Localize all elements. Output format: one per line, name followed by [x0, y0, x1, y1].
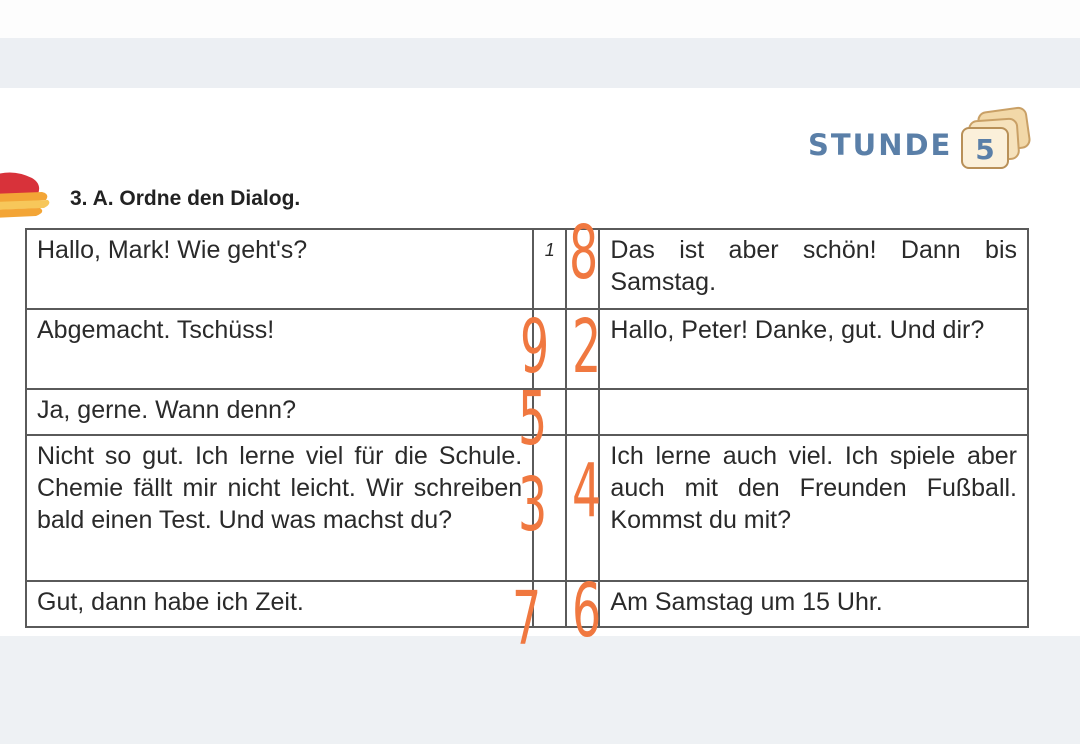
table-row [26, 229, 1028, 309]
handwritten-answer: 5 [518, 376, 548, 462]
handwritten-answer: 9 [520, 304, 550, 390]
top-strip [0, 0, 1080, 38]
dialog-line-right: Ich lerne auch viel. Ich spiele aber auch mit den Freunden Fußball. Kommst du mit? [599, 435, 1028, 581]
section-badge-icon [958, 104, 1034, 174]
section-label: STUNDE [808, 128, 953, 162]
top-band [0, 38, 1080, 88]
handwritten-answer: 8 [569, 210, 599, 296]
dialog-line-left: Abgemacht. Tschüss! [26, 309, 533, 389]
dialog-line-right [599, 389, 1028, 435]
handwritten-answer: 3 [518, 462, 548, 548]
exercise-marker-icon [0, 170, 54, 224]
dialog-line-left: Gut, dann habe ich Zeit. [26, 581, 533, 627]
handwritten-answer: 6 [572, 568, 602, 654]
dialog-line-right: Hallo, Peter! Danke, gut. Und dir? [599, 309, 1028, 389]
section-number: 5 [975, 133, 995, 166]
dialog-line-right: Am Samstag um 15 Uhr. [599, 581, 1028, 627]
order-number-cell: 1 [533, 229, 566, 309]
dialog-line-right: Das ist aber schön! Dann bis Samstag. [599, 229, 1028, 309]
handwritten-answer: 4 [572, 448, 602, 534]
handwritten-answer: 2 [572, 304, 602, 390]
dialog-line-left: Hallo, Mark! Wie geht's? [26, 229, 533, 309]
dialog-line-left: Nicht so gut. Ich lerne viel für die Schule. Chemie fällt mir nicht leicht. Wir schreiben bald einen Test. Und was machst du? [26, 435, 533, 581]
handwritten-answer: 7 [512, 576, 542, 662]
order-number-cell [566, 389, 599, 435]
dialog-line-left: Ja, gerne. Wann denn? [26, 389, 533, 435]
exercise-title: 3. A. Ordne den Dialog. [70, 187, 301, 210]
